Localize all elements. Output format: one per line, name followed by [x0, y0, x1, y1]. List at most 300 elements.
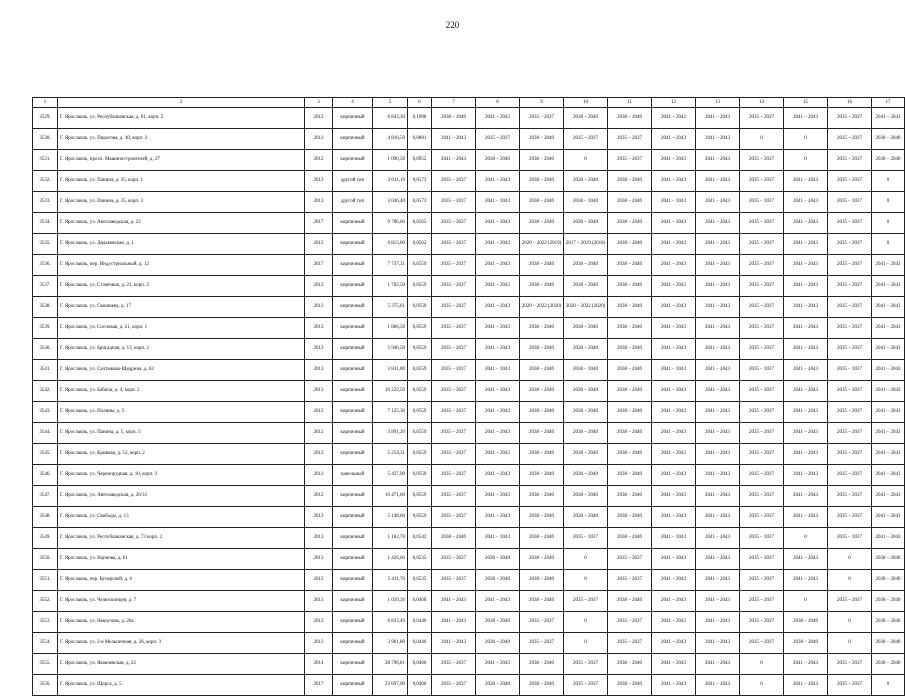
- repair-period-cell: 2041 – 2043: [652, 360, 696, 381]
- table-row: [33, 507, 905, 528]
- area-cell: 5 254,31: [373, 444, 408, 465]
- repair-period-cell: 2038 – 2040: [520, 675, 564, 696]
- row-number-cell: 3551.: [33, 570, 58, 591]
- repair-period-cell: 2041 – 2043: [872, 423, 905, 444]
- repair-period-cell: 2038 – 2040: [476, 612, 520, 633]
- year-cell: 2012: [305, 486, 333, 507]
- area-cell: 5 148,60: [373, 507, 408, 528]
- repair-period-cell: 2038 – 2040: [872, 129, 905, 150]
- repair-period-cell: 2041 – 2043: [652, 465, 696, 486]
- repair-period-cell: 2035 – 2037: [740, 423, 784, 444]
- ratio-cell: 0,0559: [408, 507, 432, 528]
- ratio-cell: 0,0446: [408, 612, 432, 633]
- ratio-cell: 0,0559: [408, 381, 432, 402]
- repair-period-cell: 2041 – 2043: [784, 444, 828, 465]
- repair-period-cell: 2038 – 2040: [520, 654, 564, 675]
- address-cell: Г. Ярославль, ул. Сосновая, д. 21, корп. 1: [58, 318, 305, 339]
- repair-period-cell: 2035 – 2037: [828, 108, 872, 129]
- repair-period-cell: 0: [872, 234, 905, 255]
- table-row: [33, 171, 905, 192]
- column-number-cell: 3: [305, 98, 333, 108]
- repair-period-cell: 2038 – 2040: [520, 465, 564, 486]
- repair-period-cell: 0: [872, 171, 905, 192]
- column-number-cell: 14: [740, 98, 784, 108]
- repair-period-cell: 2038 – 2040: [608, 591, 652, 612]
- repair-period-cell: 0: [784, 150, 828, 171]
- repair-period-cell: 2038 – 2040: [872, 612, 905, 633]
- repair-period-cell: 2035 – 2037: [740, 549, 784, 570]
- repair-period-cell: 2041 – 2043: [696, 591, 740, 612]
- repair-period-cell: 2041 – 2043: [784, 360, 828, 381]
- area-cell: 9 786,60: [373, 213, 408, 234]
- repair-period-cell: 2041 – 2043: [476, 171, 520, 192]
- repair-period-cell: 2041 – 2043: [476, 234, 520, 255]
- ratio-cell: 0,0468: [408, 591, 432, 612]
- repair-period-cell: 2041 – 2043: [476, 360, 520, 381]
- repair-period-cell: 0: [564, 150, 608, 171]
- repair-period-cell: 2035 – 2037: [740, 444, 784, 465]
- repair-period-cell: 2038 – 2040: [520, 360, 564, 381]
- repair-period-cell: 2041 – 2043: [652, 171, 696, 192]
- repair-period-cell: 2041 – 2043: [784, 318, 828, 339]
- repair-period-cell: 2041 – 2043: [476, 423, 520, 444]
- wall-material-cell: кирпичный: [333, 486, 373, 507]
- repair-period-cell: 2038 – 2040: [872, 549, 905, 570]
- repair-period-cell: 2041 – 2043: [696, 318, 740, 339]
- repair-period-cell: 0: [784, 528, 828, 549]
- repair-period-cell: 0: [784, 591, 828, 612]
- wall-material-cell: кирпичный: [333, 255, 373, 276]
- repair-period-cell: 2038 – 2040: [564, 318, 608, 339]
- year-cell: 2013: [305, 570, 333, 591]
- repair-period-cell: 2035 – 2037: [828, 255, 872, 276]
- repair-period-cell: 2041 – 2043: [476, 528, 520, 549]
- wall-material-cell: кирпичный: [333, 276, 373, 297]
- table-row: [33, 318, 905, 339]
- repair-period-cell: 2035 – 2037: [740, 108, 784, 129]
- area-cell: 3 831,80: [373, 360, 408, 381]
- repair-period-cell: 2041 – 2043: [652, 675, 696, 696]
- repair-period-cell: 2041 – 2043: [696, 297, 740, 318]
- repair-period-cell: 2041 – 2043: [652, 654, 696, 675]
- repair-period-cell: 2041 – 2043: [872, 297, 905, 318]
- area-cell: 1 039,36: [373, 591, 408, 612]
- repair-period-cell: 2035 – 2037: [608, 150, 652, 171]
- repair-period-cell: 2041 – 2043: [652, 549, 696, 570]
- row-number-cell: 3530.: [33, 129, 58, 150]
- repair-period-cell: 2041 – 2043: [652, 129, 696, 150]
- repair-period-cell: 2038 – 2040: [564, 465, 608, 486]
- repair-period-cell: 2041 – 2043: [696, 675, 740, 696]
- repair-period-cell: 2038 – 2040: [520, 591, 564, 612]
- repair-period-cell: 2038 – 2040: [872, 633, 905, 654]
- repair-period-cell: 2035 – 2037: [432, 255, 476, 276]
- repair-period-cell: 2035 – 2037: [520, 612, 564, 633]
- page-number: 220: [445, 20, 460, 30]
- repair-period-cell: 2038 – 2040: [520, 570, 564, 591]
- repair-period-cell: 2041 – 2043: [696, 654, 740, 675]
- column-number-cell: 15: [784, 98, 828, 108]
- repair-period-cell: 2038 – 2040: [520, 381, 564, 402]
- area-cell: 1 426,60: [373, 549, 408, 570]
- repair-period-cell: 2041 – 2043: [872, 276, 905, 297]
- repair-period-cell: 2035 – 2037: [608, 612, 652, 633]
- repair-period-cell: 2038 – 2040: [608, 255, 652, 276]
- repair-period-cell: 2041 – 2043: [652, 486, 696, 507]
- repair-period-cell: 2038 – 2040: [520, 549, 564, 570]
- repair-period-cell: 2041 – 2043: [872, 339, 905, 360]
- repair-period-cell: 2035 – 2037: [740, 318, 784, 339]
- repair-period-cell: 2035 – 2037: [740, 234, 784, 255]
- address-cell: Г. Ярославль, ул. Челюскинцев, д. 7: [58, 591, 305, 612]
- repair-period-cell: 2041 – 2043: [696, 528, 740, 549]
- repair-period-cell: 2035 – 2037: [740, 150, 784, 171]
- repair-period-cell: 2038 – 2040: [476, 675, 520, 696]
- column-number-cell: 4: [333, 98, 373, 108]
- repair-period-cell: 2035 – 2037: [828, 528, 872, 549]
- repair-period-cell: 2035 – 2037: [740, 192, 784, 213]
- repair-period-cell: 2041 – 2043: [476, 213, 520, 234]
- repair-period-cell: 2038 – 2040: [432, 528, 476, 549]
- repair-period-cell: 2041 – 2043: [652, 402, 696, 423]
- repair-period-cell: 2041 – 2043: [476, 654, 520, 675]
- repair-period-cell: 2035 – 2037: [432, 570, 476, 591]
- repair-period-cell: 2038 – 2040: [564, 444, 608, 465]
- repair-period-cell: 2041 – 2043: [476, 507, 520, 528]
- ratio-cell: 0,0446: [408, 633, 432, 654]
- ratio-cell: 0,0559: [408, 402, 432, 423]
- repair-period-cell: 2035 – 2037: [432, 465, 476, 486]
- year-cell: 2013: [305, 444, 333, 465]
- address-cell: Г. Ярославль, ул. Полины, д. 5: [58, 402, 305, 423]
- repair-period-cell: 0: [828, 549, 872, 570]
- ratio-cell: 0,0573: [408, 171, 432, 192]
- column-number-cell: 5: [373, 98, 408, 108]
- table-row: [33, 444, 905, 465]
- address-cell: Г. Ярославль, ул. Салтыкова-Щедрина, д. 62: [58, 360, 305, 381]
- repair-period-cell: 2035 – 2037: [828, 402, 872, 423]
- address-cell: Г. Ярославль, ул. Своишева, д. 17: [58, 297, 305, 318]
- repair-period-cell: 2038 – 2040: [608, 675, 652, 696]
- repair-period-cell: 2035 – 2037: [740, 633, 784, 654]
- repair-period-cell: 2041 – 2043: [476, 192, 520, 213]
- repair-period-cell: 2041 – 2043: [784, 486, 828, 507]
- area-cell: 5 946,50: [373, 339, 408, 360]
- repair-period-cell: 2041 – 2043: [476, 591, 520, 612]
- area-cell: 3 891,20: [373, 423, 408, 444]
- ratio-cell: 0,0559: [408, 423, 432, 444]
- ratio-cell: 0,0559: [408, 444, 432, 465]
- repair-period-cell: 0: [828, 612, 872, 633]
- repair-period-cell: 2041 – 2043: [784, 570, 828, 591]
- repair-period-cell: 2035 – 2037: [432, 171, 476, 192]
- ratio-cell: 0,0535: [408, 549, 432, 570]
- repair-period-cell: 2038 – 2040: [608, 381, 652, 402]
- ratio-cell: 0,0542: [408, 528, 432, 549]
- repair-period-cell: 2041 – 2043: [872, 465, 905, 486]
- area-cell: 10 471,60: [373, 486, 408, 507]
- repair-period-cell: 2035 – 2037: [432, 486, 476, 507]
- area-cell: 4 816,50: [373, 129, 408, 150]
- table-row: [33, 255, 905, 276]
- ratio-cell: 0,0559: [408, 318, 432, 339]
- row-number-cell: 3543.: [33, 402, 58, 423]
- repair-period-cell: 2020 – 2022 (2019): [520, 234, 564, 255]
- repair-period-cell: 2035 – 2037: [828, 444, 872, 465]
- repair-period-cell: 2038 – 2040: [608, 507, 652, 528]
- repair-period-cell: 2035 – 2037: [432, 381, 476, 402]
- address-cell: Г. Ярославль, ул. Автозаводская, д. 23: [58, 213, 305, 234]
- row-number-cell: 3544.: [33, 423, 58, 444]
- address-cell: Г. Ярославль, ул. 2-я Мельничная, д. 36, корп. 3: [58, 633, 305, 654]
- address-cell: Г. Ярославль, ул. Яковлевская, д. 22: [58, 654, 305, 675]
- ratio-cell: 0,0562: [408, 234, 432, 255]
- repair-period-cell: 2038 – 2040: [608, 465, 652, 486]
- row-number-cell: 3556.: [33, 675, 58, 696]
- area-cell: 10 222,50: [373, 381, 408, 402]
- ratio-cell: 0,0559: [408, 339, 432, 360]
- repair-period-cell: 2041 – 2043: [872, 318, 905, 339]
- repair-period-cell: 2035 – 2037: [432, 549, 476, 570]
- table-header-row: [33, 98, 905, 108]
- table-row: [33, 129, 905, 150]
- repair-period-cell: 2038 – 2040: [608, 486, 652, 507]
- repair-period-cell: 2035 – 2037: [432, 192, 476, 213]
- repair-period-cell: 2035 – 2037: [432, 360, 476, 381]
- repair-period-cell: 2041 – 2043: [476, 255, 520, 276]
- repair-period-cell: 2020 – 2022 (2020): [520, 297, 564, 318]
- repair-period-cell: 2035 – 2037: [432, 402, 476, 423]
- wall-material-cell: кирпичный: [333, 150, 373, 171]
- repair-period-cell: 2041 – 2043: [476, 108, 520, 129]
- wall-material-cell: кирпичный: [333, 402, 373, 423]
- table-row: [33, 402, 905, 423]
- repair-period-cell: 2041 – 2043: [696, 612, 740, 633]
- ratio-cell: 0,0565: [408, 213, 432, 234]
- address-cell: Г. Ярославль, ул. Бабича, д. 4, корп. 2: [58, 381, 305, 402]
- area-cell: 5 411,70: [373, 570, 408, 591]
- year-cell: 2012: [305, 129, 333, 150]
- wall-material-cell: кирпичный: [333, 381, 373, 402]
- repair-period-cell: 2038 – 2040: [564, 507, 608, 528]
- wall-material-cell: кирпичный: [333, 129, 373, 150]
- repair-period-cell: 2038 – 2040: [608, 444, 652, 465]
- repair-period-cell: 2035 – 2037: [828, 486, 872, 507]
- table-row: [33, 297, 905, 318]
- repair-period-cell: 2041 – 2043: [652, 339, 696, 360]
- repair-period-cell: 2035 – 2037: [740, 381, 784, 402]
- repair-period-cell: 2041 – 2043: [432, 129, 476, 150]
- repair-period-cell: 2035 – 2037: [740, 570, 784, 591]
- repair-period-cell: 2035 – 2037: [476, 129, 520, 150]
- repair-period-cell: 2035 – 2037: [432, 318, 476, 339]
- repair-period-cell: 2041 – 2043: [476, 381, 520, 402]
- repair-period-cell: 0: [564, 549, 608, 570]
- repair-period-cell: 2035 – 2037: [564, 129, 608, 150]
- repair-period-cell: 2041 – 2043: [652, 318, 696, 339]
- address-cell: Г. Ярославль, ул. Кривова, д. 53, корп. 2: [58, 444, 305, 465]
- repair-period-cell: 2035 – 2037: [432, 213, 476, 234]
- repair-period-cell: 2041 – 2043: [652, 591, 696, 612]
- document-table-container: [32, 97, 901, 696]
- repair-period-cell: 2038 – 2040: [872, 570, 905, 591]
- year-cell: 2012: [305, 108, 333, 129]
- row-number-cell: 3554.: [33, 633, 58, 654]
- column-number-cell: 9: [520, 98, 564, 108]
- row-number-cell: 3540.: [33, 339, 58, 360]
- address-cell: Г. Ярославль, ул. Бригадная, д. 13, корп. 2: [58, 339, 305, 360]
- repair-period-cell: 2041 – 2043: [652, 276, 696, 297]
- repair-period-cell: 2038 – 2040: [608, 423, 652, 444]
- wall-material-cell: кирпичный: [333, 318, 373, 339]
- row-number-cell: 3547.: [33, 486, 58, 507]
- table-row: [33, 150, 905, 171]
- repair-period-cell: 2038 – 2040: [520, 213, 564, 234]
- repair-period-cell: 2041 – 2043: [784, 276, 828, 297]
- area-cell: 7 125,30: [373, 402, 408, 423]
- repair-period-cell: 2038 – 2040: [476, 633, 520, 654]
- repair-period-cell: 2035 – 2037: [828, 465, 872, 486]
- wall-material-cell: кирпичный: [333, 108, 373, 129]
- column-number-cell: 12: [652, 98, 696, 108]
- row-number-cell: 3538.: [33, 297, 58, 318]
- repair-period-cell: 0: [872, 192, 905, 213]
- year-cell: 2013: [305, 507, 333, 528]
- repair-period-cell: 2041 – 2043: [696, 129, 740, 150]
- row-number-cell: 3552.: [33, 591, 58, 612]
- repair-period-cell: 2038 – 2040: [608, 402, 652, 423]
- repair-period-cell: 2041 – 2043: [784, 423, 828, 444]
- repair-period-cell: 2035 – 2037: [564, 675, 608, 696]
- repair-period-cell: 2038 – 2040: [476, 570, 520, 591]
- repair-period-cell: 2038 – 2040: [520, 507, 564, 528]
- row-number-cell: 3549.: [33, 528, 58, 549]
- repair-period-cell: 2038 – 2040: [608, 339, 652, 360]
- repair-period-cell: 2038 – 2040: [564, 108, 608, 129]
- repair-period-cell: 2035 – 2037: [740, 402, 784, 423]
- repair-period-cell: 2038 – 2040: [564, 423, 608, 444]
- repair-period-cell: 2041 – 2043: [696, 108, 740, 129]
- repair-period-cell: 2041 – 2043: [476, 465, 520, 486]
- wall-material-cell: кирпичный: [333, 612, 373, 633]
- repair-period-cell: 2035 – 2037: [828, 234, 872, 255]
- year-cell: 2013: [305, 297, 333, 318]
- repair-period-cell: 2038 – 2040: [476, 549, 520, 570]
- year-cell: 2013: [305, 360, 333, 381]
- repair-period-cell: 2041 – 2043: [784, 213, 828, 234]
- repair-period-cell: 2041 – 2043: [696, 192, 740, 213]
- column-number-cell: 6: [408, 98, 432, 108]
- table-row: [33, 612, 905, 633]
- row-number-cell: 3550.: [33, 549, 58, 570]
- repair-period-cell: 2038 – 2040: [432, 108, 476, 129]
- ratio-cell: 0,0952: [408, 150, 432, 171]
- repair-period-cell: 2041 – 2043: [784, 255, 828, 276]
- repair-period-cell: 2038 – 2040: [608, 234, 652, 255]
- repair-period-cell: 2038 – 2040: [608, 276, 652, 297]
- repair-period-cell: 2035 – 2037: [608, 129, 652, 150]
- repair-period-cell: 2041 – 2043: [696, 507, 740, 528]
- area-cell: 3 011,10: [373, 171, 408, 192]
- repair-period-cell: 2041 – 2043: [696, 486, 740, 507]
- repair-period-cell: 2038 – 2040: [520, 171, 564, 192]
- repair-period-cell: 2041 – 2043: [872, 255, 905, 276]
- column-number-cell: 8: [476, 98, 520, 108]
- repair-period-cell: 0: [872, 213, 905, 234]
- year-cell: 2013: [305, 402, 333, 423]
- repair-period-cell: 2035 – 2037: [564, 528, 608, 549]
- repair-period-cell: 0: [564, 570, 608, 591]
- wall-material-cell: панельный: [333, 465, 373, 486]
- repair-period-cell: 2041 – 2043: [652, 297, 696, 318]
- table-row: [33, 633, 905, 654]
- repair-period-cell: 2041 – 2043: [872, 528, 905, 549]
- repair-period-cell: 2041 – 2043: [476, 339, 520, 360]
- repair-period-cell: 2041 – 2043: [476, 297, 520, 318]
- address-cell: Г. Ярославль, ул. Пирогова, д. 40, корп. 2: [58, 129, 305, 150]
- repair-period-cell: 2038 – 2040: [564, 171, 608, 192]
- year-cell: 2017: [305, 213, 333, 234]
- repair-period-cell: 2038 – 2040: [608, 318, 652, 339]
- table-row: [33, 339, 905, 360]
- ratio-cell: 0,0406: [408, 675, 432, 696]
- ratio-cell: 0,0535: [408, 570, 432, 591]
- year-cell: 2013: [305, 318, 333, 339]
- repair-period-cell: 2038 – 2040: [564, 276, 608, 297]
- repair-period-cell: 2035 – 2037: [740, 528, 784, 549]
- wall-material-cell: кирпичный: [333, 570, 373, 591]
- repair-period-cell: 2038 – 2040: [608, 108, 652, 129]
- repair-period-cell: 2041 – 2043: [784, 234, 828, 255]
- year-cell: 2012: [305, 150, 333, 171]
- repair-period-cell: 2041 – 2043: [696, 423, 740, 444]
- ratio-cell: 0,0406: [408, 654, 432, 675]
- repair-period-cell: 2035 – 2037: [432, 654, 476, 675]
- repair-period-cell: 2035 – 2037: [828, 213, 872, 234]
- repair-period-cell: 2038 – 2040: [564, 192, 608, 213]
- repair-period-cell: 2035 – 2037: [740, 213, 784, 234]
- repair-period-cell: 2041 – 2043: [784, 549, 828, 570]
- repair-period-cell: 2038 – 2040: [872, 591, 905, 612]
- table-row: [33, 486, 905, 507]
- repair-period-cell: 2035 – 2037: [828, 360, 872, 381]
- repair-period-cell: 2038 – 2040: [872, 150, 905, 171]
- column-number-cell: 13: [696, 98, 740, 108]
- row-number-cell: 3546.: [33, 465, 58, 486]
- year-cell: 2013: [305, 339, 333, 360]
- ratio-cell: 0,0559: [408, 255, 432, 276]
- year-cell: 2013: [305, 234, 333, 255]
- ratio-cell: 0,0559: [408, 486, 432, 507]
- year-cell: 2014: [305, 654, 333, 675]
- wall-material-cell: кирпичный: [333, 423, 373, 444]
- repair-period-cell: 2041 – 2043: [696, 276, 740, 297]
- address-cell: Г. Ярославль, ул. Некоузова, д. 26а: [58, 612, 305, 633]
- repair-period-cell: 2041 – 2043: [432, 633, 476, 654]
- repair-period-cell: 2038 – 2040: [520, 318, 564, 339]
- repair-period-cell: 2041 – 2043: [696, 150, 740, 171]
- table-row: [33, 570, 905, 591]
- repair-period-cell: 2041 – 2043: [784, 402, 828, 423]
- address-cell: Г. Ярославль, пер. Индустриальный, д. 12: [58, 255, 305, 276]
- repair-period-cell: 2038 – 2040: [608, 213, 652, 234]
- repair-period-cell: 2041 – 2043: [784, 465, 828, 486]
- repair-period-cell: 2035 – 2037: [828, 339, 872, 360]
- repair-period-cell: 2041 – 2043: [652, 528, 696, 549]
- wall-material-cell: кирпичный: [333, 528, 373, 549]
- year-cell: 2013: [305, 528, 333, 549]
- repair-period-cell: 2038 – 2040: [608, 528, 652, 549]
